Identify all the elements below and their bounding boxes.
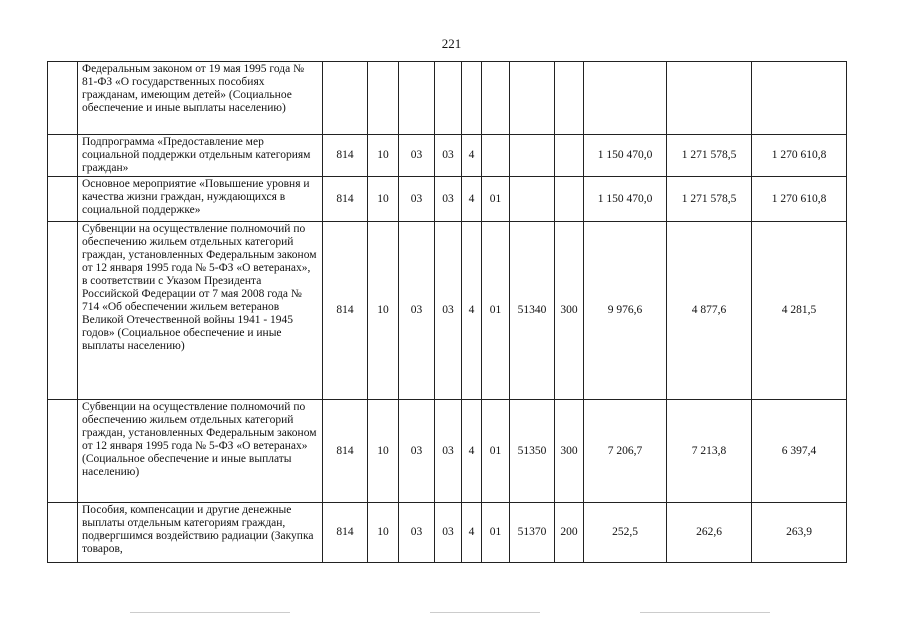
row-description: Субвенции на осуществление полномочий по обеспечению жильем отдельных категорий граждан, установленных Федеральным законом от 12 января 1995 года № 5-ФЗ «О ветеранах», в соответствии с Указом Президента Российской Федерации от 7 мая 2008 года № 714 «Об обеспечении жильем ветеранов Великой Отечественной войны 1941 - 1945 годов» (Социальное обеспечение и иные выплаты населению) — [78, 222, 323, 400]
section-code: 10 — [368, 135, 399, 177]
row-description: Федеральным законом от 19 мая 1995 года № 81-ФЗ «О государственных пособиях гражданам, имеющим детей» (Социальное обеспечение и иные выплаты населению) — [78, 62, 323, 135]
table-row — [48, 62, 847, 135]
csr-direction: 51370 — [510, 503, 555, 563]
row-number-cell — [48, 400, 78, 503]
section-code: 10 — [368, 222, 399, 400]
csr-event: 01 — [482, 503, 510, 563]
subsection-code — [399, 62, 435, 135]
expense-type — [555, 62, 584, 135]
csr-program: 03 — [435, 222, 462, 400]
row-number-cell — [48, 503, 78, 563]
row-description: Субвенции на осуществление полномочий по обеспечению жильем отдельных категорий граждан, установленных Федеральным законом от 12 января 1995 года № 5-ФЗ «О ветеранах» (Социальное обеспечение и иные выплаты населению) — [78, 400, 323, 503]
csr-program — [435, 62, 462, 135]
footer-line — [430, 612, 540, 613]
csr-subprogram: 4 — [462, 177, 482, 222]
amount-year1 — [584, 62, 667, 135]
budget-table — [47, 61, 847, 563]
ved-code: 814 — [323, 135, 368, 177]
csr-subprogram: 4 — [462, 400, 482, 503]
ved-code: 814 — [323, 222, 368, 400]
row-number-cell — [48, 62, 78, 135]
section-code: 10 — [368, 400, 399, 503]
row-number-cell — [48, 135, 78, 177]
csr-subprogram: 4 — [462, 135, 482, 177]
expense-type — [555, 177, 584, 222]
csr-program: 03 — [435, 503, 462, 563]
ved-code: 814 — [323, 400, 368, 503]
csr-subprogram: 4 — [462, 503, 482, 563]
csr-direction: 51340 — [510, 222, 555, 400]
table-row — [48, 503, 847, 563]
amount-year1: 1 150 470,0 — [584, 135, 667, 177]
subsection-code: 03 — [399, 222, 435, 400]
csr-event — [482, 135, 510, 177]
row-description: Подпрограмма «Предоставление мер социальной поддержки отдельным категориям граждан» — [78, 135, 323, 177]
footer-line — [640, 612, 770, 613]
amount-year3: 1 270 610,8 — [752, 135, 847, 177]
row-number-cell — [48, 222, 78, 400]
amount-year3: 1 270 610,8 — [752, 177, 847, 222]
amount-year2: 7 213,8 — [667, 400, 752, 503]
page-number: 221 — [441, 36, 462, 51]
csr-program: 03 — [435, 177, 462, 222]
amount-year3 — [752, 62, 847, 135]
table-row — [48, 222, 847, 400]
csr-direction — [510, 62, 555, 135]
ved-code: 814 — [323, 503, 368, 563]
amount-year3: 4 281,5 — [752, 222, 847, 400]
csr-event: 01 — [482, 177, 510, 222]
csr-program: 03 — [435, 400, 462, 503]
section-code — [368, 62, 399, 135]
csr-direction: 51350 — [510, 400, 555, 503]
csr-subprogram: 4 — [462, 222, 482, 400]
table-row — [48, 400, 847, 503]
csr-event — [482, 62, 510, 135]
amount-year1: 1 150 470,0 — [584, 177, 667, 222]
amount-year1: 7 206,7 — [584, 400, 667, 503]
amount-year2: 262,6 — [667, 503, 752, 563]
amount-year1: 9 976,6 — [584, 222, 667, 400]
csr-event: 01 — [482, 222, 510, 400]
amount-year2 — [667, 62, 752, 135]
amount-year2: 4 877,6 — [667, 222, 752, 400]
amount-year2: 1 271 578,5 — [667, 135, 752, 177]
subsection-code: 03 — [399, 400, 435, 503]
csr-event: 01 — [482, 400, 510, 503]
ved-code — [323, 62, 368, 135]
csr-direction — [510, 177, 555, 222]
section-code: 10 — [368, 177, 399, 222]
csr-program: 03 — [435, 135, 462, 177]
csr-subprogram — [462, 62, 482, 135]
footer-line — [130, 612, 290, 613]
row-description: Основное мероприятие «Повышение уровня и качества жизни граждан, нуждающихся в социальной поддержке» — [78, 177, 323, 222]
expense-type: 200 — [555, 503, 584, 563]
amount-year2: 1 271 578,5 — [667, 177, 752, 222]
row-description: Пособия, компенсации и другие денежные выплаты отдельным категориям граждан, подвергшимся воздействию радиации (Закупка товаров, — [78, 503, 323, 563]
table-row — [48, 135, 847, 177]
section-code: 10 — [368, 503, 399, 563]
amount-year3: 263,9 — [752, 503, 847, 563]
amount-year3: 6 397,4 — [752, 400, 847, 503]
expense-type: 300 — [555, 222, 584, 400]
subsection-code: 03 — [399, 177, 435, 222]
ved-code: 814 — [323, 177, 368, 222]
amount-year1: 252,5 — [584, 503, 667, 563]
subsection-code: 03 — [399, 135, 435, 177]
subsection-code: 03 — [399, 503, 435, 563]
expense-type: 300 — [555, 400, 584, 503]
table-row — [48, 177, 847, 222]
row-number-cell — [48, 177, 78, 222]
expense-type — [555, 135, 584, 177]
csr-direction — [510, 135, 555, 177]
